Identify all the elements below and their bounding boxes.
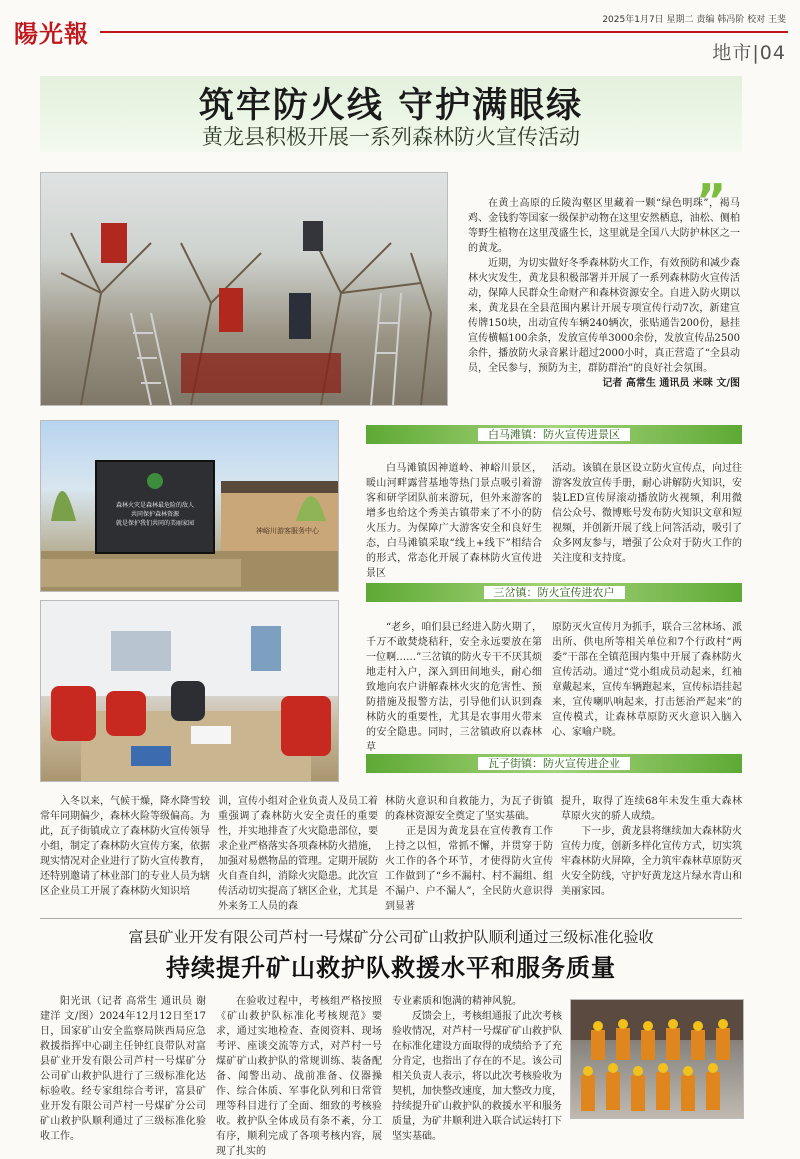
article-divider <box>40 918 742 919</box>
sancha-col2: 原防灭火宣传月为抓手，联合三岔林场、派出所、供电所等相关单位和7个行政村“两委”干部在全镇范围内集中开展了森林防火宣传活动。通过“党小组成员动起来，红袖章戴起来，宣传车辆跑起来，宣传标语挂起来，宣传喇叭响起来，打击惩治严起来”的宣传模式，让森林草原防灭火意识入脑入心、家喻户晓。 <box>552 622 742 738</box>
photo-rescue-team <box>570 999 744 1119</box>
article2-col3: 专业素质和饱满的精神风貌。 反馈会上，考核组通报了此次考核验收情况，对芦村一号煤矿矿山救护队在标准化建设方面取得的成绩给予了充分肯定，也指出了存在的不足。该公司相关负责人表示，将以此次考核验收为契机，加快整改速度，加大整改力度，持续提升矿山救护队的救援水平和服务质量，为矿井顺利进入联合试运转打下坚实基础。 <box>392 996 562 1142</box>
article2-col2: 在验收过程中，考核组严格按照《矿山救护队标准化考核规范》要求，通过实地检查、查阅资料、现场考评、座谈交流等方式，对芦村一号煤矿矿山救护队的常规训练、装备配备、闻警出动、战前准备、仪器操作、综合体质、军事化队列和日常管理等科目进行了全面、细致的考核验收。救护队全体成员有条不紊，分工有序，顺利完成了各项考核内容，展现了扎实的 <box>216 996 382 1157</box>
rescue-team-illustration <box>571 1000 743 1118</box>
wazijie-col1: 入冬以来，气候干燥，降水降雪较常年同期偏少，森林火险等级偏高。为此，瓦子街镇成立了森林防火宣传领导小组，制定了森林防火宣传方案，依据现实情况对企业进行了防火宣传教育，还特别邀请了林业部门的专业人员为辖区企业员工开展了森林防火知识培 <box>40 796 210 897</box>
photo-scenic-sign <box>40 420 339 592</box>
wazijie-col2: 训，宣传小组对企业负责人及员工着重强调了森林防火安全责任的重要性，并实地排查了火灾隐患部位，要求企业严格落实各项森林防火措施，加强对易燃物品的管理。定期开展防火自查自纠，消除火灾隐患。此次宣传活动切实提高了辖区企业，尤其是外来务工人员的森 <box>218 796 378 912</box>
orchard-illustration <box>41 173 447 405</box>
article2-col1: 阳光讯（记者 高常生 通讯员 谢建洋 文/图）2024年12月12日至17日，国家矿山安全监察局陕西局应急救援指挥中心副主任钟红良带队对富县矿业开发有限公司芦村一号煤矿分公司矿山救护队进行了三级标准化达标验收。经专家组综合考评，富县矿业开发有限公司芦村一号煤矿分公司矿山救护队顺利通过了三级标准化验收工作。 <box>40 996 206 1142</box>
newspaper-logo: 陽光報 <box>14 19 89 48</box>
byline: 记者 高常生 通讯员 米咪 文/图 <box>602 378 740 389</box>
sancha-col1: “老乡，咱们县已经进入防火期了，千万不敢焚烧秸秆，安全永远要放在第一位啊……”三岔镇的防火专干不厌其烦地走村入户，深入到田间地头，耐心细致地向农户讲解森林火灾的危害性、预防措施及报警方法，引导他们认识到森林防火的重要性，尤其是农事用火带来的安全隐患。同时，三岔镇政府以森林草 <box>366 622 542 753</box>
masthead-rule <box>100 31 788 33</box>
wazijie-col3: 林防火意识和自救能力，为瓦子街镇的森林资源安全奠定了坚实基础。 正是因为黄龙县在宣传教育工作上持之以恒，常抓不懈，并贯穿于防火工作的各个环节，才使得防火宣传工作做到了“乡不漏村、村不漏组、组不漏户、户不漏人”，全民防火意识得到显著 <box>385 796 553 912</box>
quote-mark-icon: ” <box>696 174 727 228</box>
visitor-center-text: 神峪川游客服务中心 <box>256 527 319 535</box>
date-line: 2025年1月7日 星期二 责编 韩冯阶 校对 王斐 <box>602 15 786 25</box>
baimatan-col2: 活动。该镇在景区设立防火宣传点，向过往游客发放宣传手册，耐心讲解防火知识，安装LED宣传屏滚动播放防火视频，利用微信公众号、微博账号发布防火知识文章和短视频，并创新开展了线上问答活动，吸引了众多网友参与，增强了公众对于防火工作的关注度和支持度。 <box>552 463 742 564</box>
lead-text: 在黄土高原的丘陵沟壑区里藏着一颗“绿色明珠”，褐马鸡、金钱豹等国家一级保护动物在这里安然栖息，油松、侧柏等野生植物在这里茂盛生长，这里就是全国八大防护林区之一的黄龙。 近期，为切实做好冬季森林防火工作，有效预防和减少森林火灾发生，黄龙县积极部署并开展了一系列森林防火宣传活动，保障人民群众生命财产和森林资源安全。自进入防火期以来，黄龙县在全县范围内累计开展专项宣传行动7次，新建宣传牌150块，出动宣传车辆240辆次，张贴通告200份，悬挂宣传横幅100余条，发放宣传单3000余份，发放宣传品2500余件，播放防火录音累计超过2000小时，真正营造了“全县动员，全民参与，预防为主，群防群治”的良好社会氛围。 记者 高常生 通讯员 米咪 文/图 <box>468 198 740 389</box>
article2-subtitle: 富县矿业开发有限公司芦村一号煤矿分公司矿山救护队顺利通过三级标准化验收 <box>128 928 654 946</box>
subsection-bar-baimatan: 白马滩镇：防火宣传进景区 <box>366 425 742 444</box>
wazijie-col4: 提升，取得了连续68年未发生重大森林草原火灾的骄人成绩。 下一步，黄龙县将继续加大森林防火宣传力度，创新多样化宣传方式，切实筑牢森林防火屏障，全力筑牢森林草原防灭火安全防线，守护好黄龙这片绿水青山和美丽家园。 <box>561 796 742 897</box>
sign-text: 森林火灾是森林最危险的敌人 共同保护森林资源 就是保护我们共同的美丽家园 <box>115 502 194 527</box>
headline: 筑牢防火线 守护满眼绿 <box>198 86 584 126</box>
article2-headline: 持续提升矿山救护队救援水平和服务质量 <box>166 954 616 982</box>
meeting-illustration <box>41 601 338 781</box>
subsection-bar-sancha: 三岔镇：防火宣传进农户 <box>366 583 742 602</box>
subheadline: 黄龙县积极开展一系列森林防火宣传活动 <box>202 125 580 149</box>
photo-orchard-workers <box>40 172 448 406</box>
baimatan-col1: 白马滩镇因神道岭、神峪川景区，暖山河畔露营基地等热门景点吸引着游客和研学团队前来游玩，但外来游客的增多也给这个秀美古镇带来了不小的防火压力。为保障广大游客安全和良好生态，白马滩镇采取“线上+线下”相结合的形式，常态化开展了森林防火宣传进景区 <box>366 463 542 579</box>
subsection-bar-wazijie: 瓦子街镇：防火宣传进企业 <box>366 754 742 773</box>
section-label: 地市|04 <box>712 42 786 64</box>
photo-meeting <box>40 600 339 782</box>
